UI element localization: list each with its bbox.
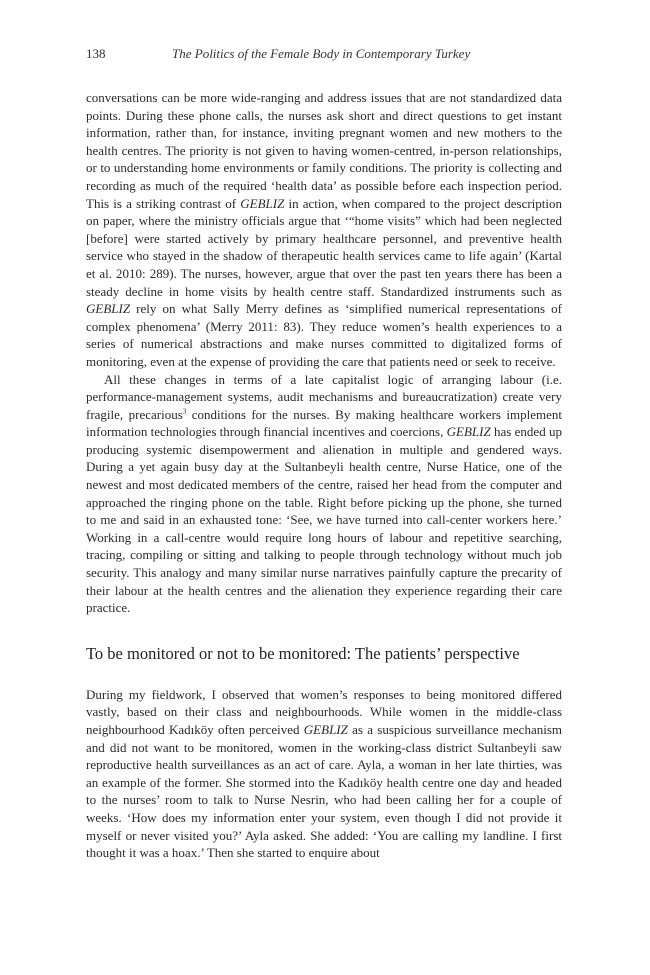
body-text xyxy=(86,89,562,862)
section-heading: To be monitored or not to be monitored: The patients’ perspective xyxy=(86,643,520,663)
italic-term: GEBLIZ xyxy=(86,301,131,317)
text-run: as a suspicious surveillance mechanism and did not want to be monitored, women in the working-class district Sultanbeyli saw reproductive health surveillances as an act of care. Ayla, a woman in her late thirties, was an example of the former. She stormed into the Kadıköy health centre one day and headed to the nurses’ room to talk to Nurse Nesrin, who had been calling her for a couple of weeks. ‘How does my information enter your system, even though I did not provide it myself or never visited you?’ Ayla asked. She added: ‘You are calling my landline. I first thought it was a hoax.’ Then she started to enquire about xyxy=(86,722,562,861)
page-number: 138 xyxy=(86,46,106,61)
italic-term: GEBLIZ xyxy=(446,424,491,440)
text-run: has ended up producing systemic disempowerment and alienation in multiple and gendered ways. During a yet again busy day at the Sultanbeyli health centre, Nurse Hatice, one of the newest and most dedicated members of the centre, raised her head from the computer and approached the ringing phone on the table. Right before picking up the phone, she turned to me and said in an exhausted tone: ‘See, we have turned into call-center workers here.’ Working in a call-centre would require long hours of labour and repetitive searching, tracing, compiling or sitting and talking to people through technology without much job security. This analogy and many similar nurse narratives painfully capture the precarity of their labour at the health centres and the alienation they experience regarding their care practice. xyxy=(86,424,562,616)
text-run: conversations can be more wide-ranging and address issues that are not standardized data points. During these phone calls, the nurses ask short and direct questions to get instant information, rather than, for instance, inviting pregnant women and new mothers to the health centres. The priority is not given to having women-centred, in-person relationships, or to understanding home environments or family conditions. The priority is collecting and recording as much of the required ‘health data’ as possible before each inspection period. This is a striking contrast of xyxy=(86,90,562,211)
text-run: All these changes in terms of a late capitalist logic of arranging labour (i.e. performance-management systems, audit mechanisms and bureaucratization) create very fragile, precarious xyxy=(86,371,562,422)
text-run: rely on what Sally Merry defines as ‘simplified numerical representations of complex phenomena’ (Merry 2011: 83). They reduce women’s health experiences to a series of numerical abstractions and make nurses committed to digitalized forms of monitoring, even at the expense of providing the care that patients need or seek to receive. xyxy=(86,301,562,369)
paragraph-1 xyxy=(86,89,562,371)
italic-term: GEBLIZ xyxy=(240,195,285,211)
paragraph-2 xyxy=(86,371,562,617)
text-run: During my fieldwork, I observed that women’s responses to being monitored differed vastly, based on their class and neighbourhoods. While women in the middle-class neighbourhood Kadıköy often perceived xyxy=(86,686,562,737)
footnote-marker[interactable]: 3 xyxy=(182,407,187,416)
text-run: conditions for the nurses. By making healthcare workers implement information technologies through financial incentives and coercions, xyxy=(86,406,563,440)
paragraph-3 xyxy=(86,686,562,862)
running-title: The Politics of the Female Body in Contemporary Turkey xyxy=(172,46,471,61)
text-run: in action, when compared to the project description on paper, where the ministry officials argue that ‘“home visits” which had been neglected [before] were started actively by primary healthcare personnel, and preventive health service who stayed in the shadow of therapeutic health services came to life again’ (Kartal et al. 2010: 289). The nurses, however, argue that over the past ten years there has been a steady decline in home visits by health centre staff. Standardized instruments such as xyxy=(86,195,563,299)
italic-term: GEBLIZ xyxy=(303,722,348,737)
